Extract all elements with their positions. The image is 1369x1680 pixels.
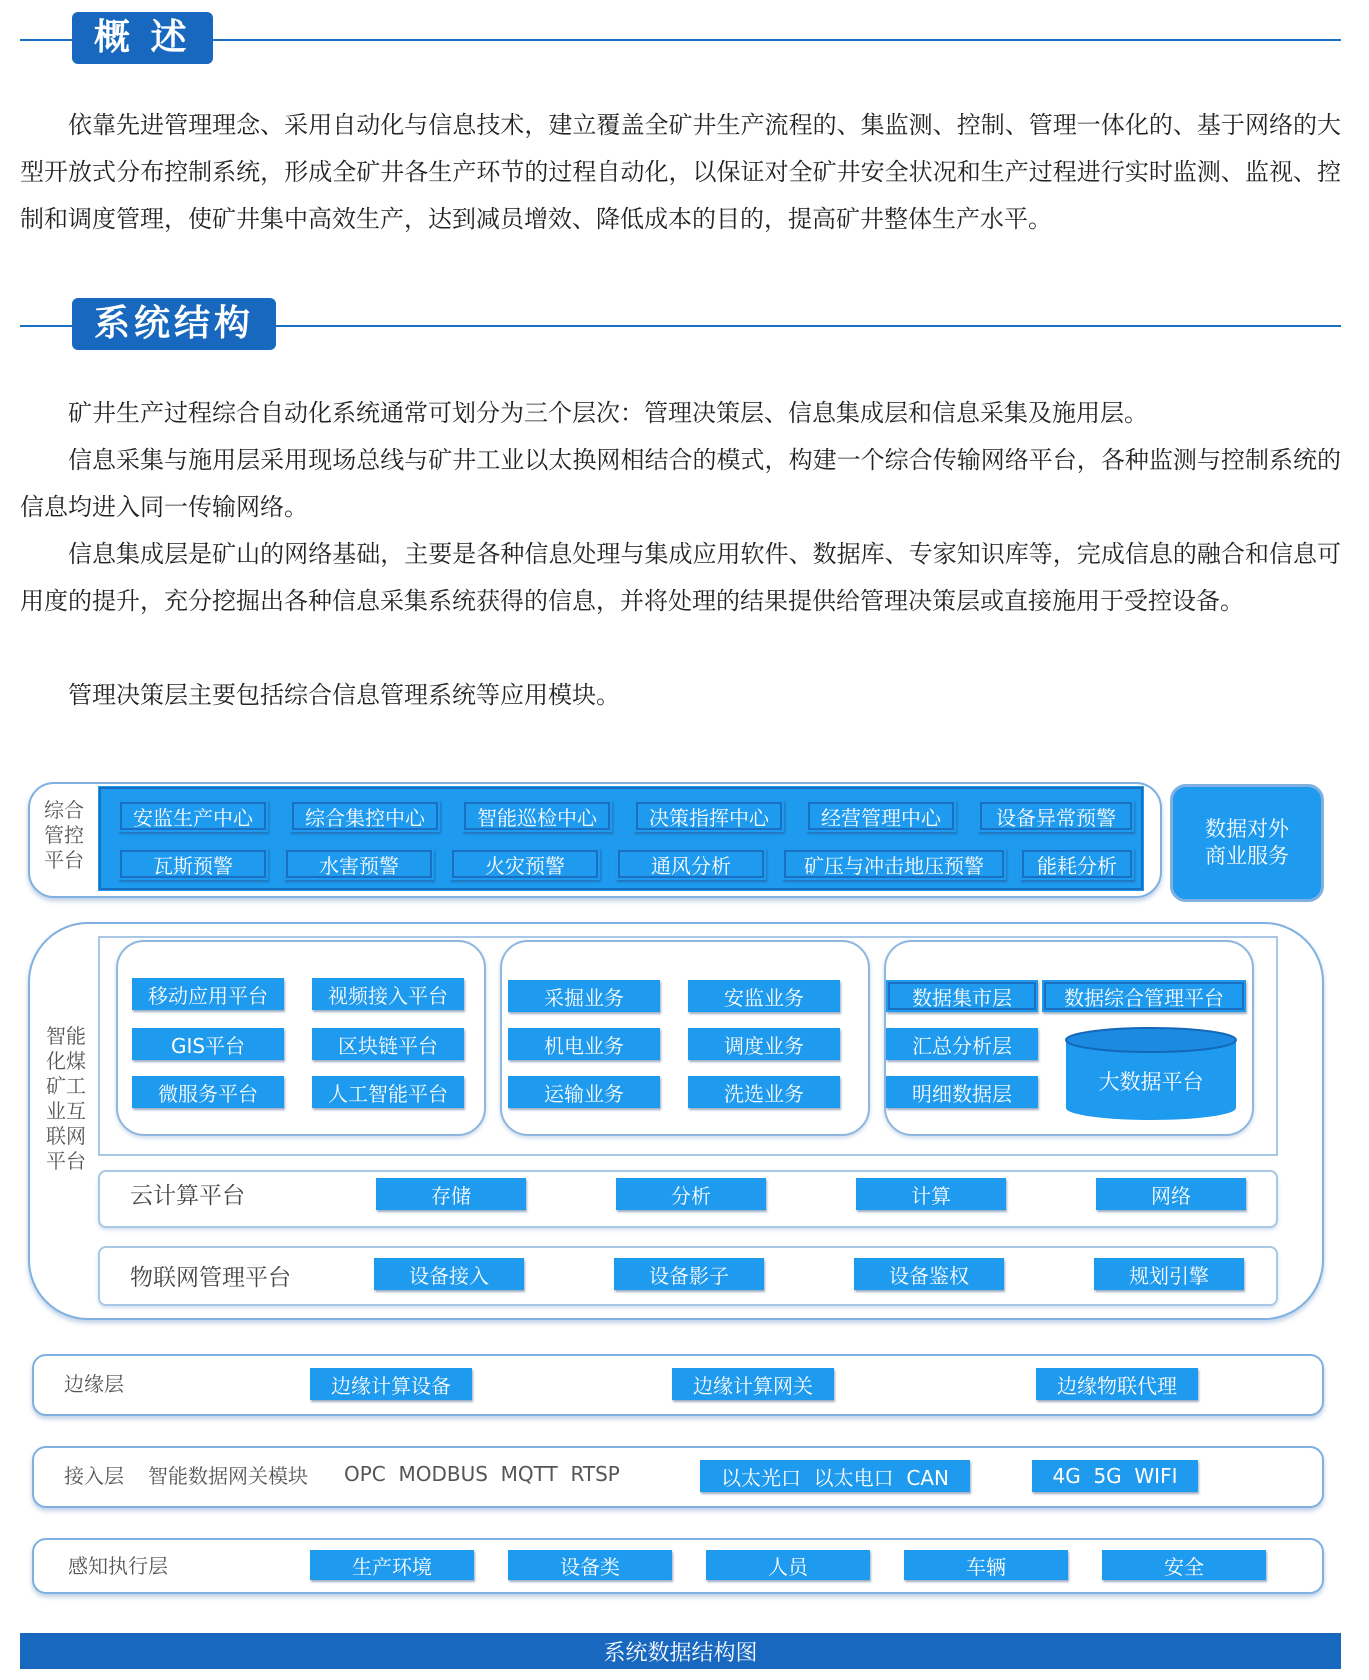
cloud-box: 分析 xyxy=(616,1178,766,1210)
panel-box: 明细数据层 xyxy=(886,1076,1038,1108)
external-data-service-box xyxy=(1170,784,1324,902)
panel-box: 洗选业务 xyxy=(688,1076,840,1108)
cloud-box: 存储 xyxy=(376,1178,526,1210)
panel-box: 运输业务 xyxy=(508,1076,660,1108)
iot-box: 规划引擎 xyxy=(1094,1258,1244,1290)
panel-box: 移动应用平台 xyxy=(132,978,284,1010)
section-divider xyxy=(20,39,1341,41)
iot-box: 设备鉴权 xyxy=(854,1258,1004,1290)
sense-box: 安全 xyxy=(1102,1550,1266,1580)
edge-box: 边缘物联代理 xyxy=(1036,1368,1198,1400)
gateway-module-label: 智能数据网关模块 xyxy=(148,1464,308,1488)
sense-box: 设备类 xyxy=(508,1550,672,1580)
sense-layer-label: 感知执行层 xyxy=(68,1554,168,1578)
panel-box: GIS平台 xyxy=(132,1028,284,1060)
protocol-list: OPC MODBUS MQTT RTSP xyxy=(344,1462,620,1486)
diagram-caption: 系统数据结构图 xyxy=(20,1633,1341,1669)
top-box: 火灾预警 xyxy=(450,848,600,880)
sense-box: 车辆 xyxy=(904,1550,1068,1580)
top-box: 智能巡检中心 xyxy=(462,800,612,832)
top-box: 经营管理中心 xyxy=(806,800,956,832)
iot-platform-label: 物联网管理平台 xyxy=(130,1265,291,1291)
structure-paragraph: 矿井生产过程综合自动化系统通常可划分为三个层次：管理决策层、信息集成层和信息采集及施用层。 xyxy=(68,399,1148,427)
section-title-structure: 系统结构 xyxy=(72,298,276,350)
top-box: 通风分析 xyxy=(616,848,766,880)
top-box: 安监生产中心 xyxy=(118,800,268,832)
edge-layer-label: 边缘层 xyxy=(64,1372,124,1396)
overview-paragraph: 依靠先进管理理念、采用自动化与信息技术，建立覆盖全矿井生产流程的、集监测、控制、管理一体化的、基于网络的大型开放式分布控制系统，形成全矿井各生产环节的过程自动化，以保证对全矿井安全状况和生产过程进行实时监测、监视、控制和调度管理，使矿井集中高效生产，达到减员增效、降低成本的目的，提高矿井整体生产水平。 xyxy=(20,111,1341,233)
panel-box: 采掘业务 xyxy=(508,980,660,1012)
management-platform-label: 综合 管控 平台 xyxy=(44,798,84,872)
external-data-service-label: 数据对外 商业服务 xyxy=(1205,817,1289,868)
access-box: 以太光口 以太电口 CAN xyxy=(700,1460,970,1492)
structure-paragraph: 信息采集与施用层采用现场总线与矿井工业以太换网相结合的模式，构建一个综合传输网络平台，各种监测与控制系统的信息均进入同一传输网络。 xyxy=(20,446,1341,521)
panel-box: 区块链平台 xyxy=(312,1028,464,1060)
panel-box: 安监业务 xyxy=(688,980,840,1012)
iot-box: 设备接入 xyxy=(374,1258,524,1290)
sense-box: 人员 xyxy=(706,1550,870,1580)
panel-box: 微服务平台 xyxy=(132,1076,284,1108)
top-box: 瓦斯预警 xyxy=(118,848,268,880)
panel-box: 数据集市层 xyxy=(886,980,1038,1012)
top-box: 矿压与冲击地压预警 xyxy=(782,848,1006,880)
top-box: 能耗分析 xyxy=(1020,848,1134,880)
top-box: 设备异常预警 xyxy=(978,800,1134,832)
cloud-platform-label: 云计算平台 xyxy=(130,1183,245,1209)
cloud-box: 计算 xyxy=(856,1178,1006,1210)
iot-box: 设备影子 xyxy=(614,1258,764,1290)
section-title-overview: 概 述 xyxy=(72,12,213,64)
panel-box: 人工智能平台 xyxy=(312,1076,464,1108)
big-data-label: 大数据平台 xyxy=(1098,1070,1204,1094)
panel-box: 机电业务 xyxy=(508,1028,660,1060)
panel-box: 视频接入平台 xyxy=(312,978,464,1010)
panel-box: 数据综合管理平台 xyxy=(1042,980,1246,1012)
top-box: 水害预警 xyxy=(284,848,434,880)
edge-box: 边缘计算设备 xyxy=(310,1368,472,1400)
iiot-platform-label: 智能 化煤 矿工 业互 联网 平台 xyxy=(46,1024,86,1173)
top-box: 综合集控中心 xyxy=(290,800,440,832)
edge-box: 边缘计算网关 xyxy=(672,1368,834,1400)
cloud-box: 网络 xyxy=(1096,1178,1246,1210)
access-layer-label: 接入层 xyxy=(64,1464,124,1488)
structure-paragraph: 信息集成层是矿山的网络基础，主要是各种信息处理与集成应用软件、数据库、专家知识库等，完成信息的融合和信息可用度的提升，充分挖掘出各种信息采集系统获得的信息，并将处理的结果提供给管理决策层或直接施用于受控设备。 xyxy=(20,540,1341,615)
panel-box: 汇总分析层 xyxy=(886,1028,1038,1060)
top-box: 决策指挥中心 xyxy=(634,800,784,832)
sense-box: 生产环境 xyxy=(310,1550,474,1580)
panel-box: 调度业务 xyxy=(688,1028,840,1060)
structure-paragraph: 管理决策层主要包括综合信息管理系统等应用模块。 xyxy=(68,681,620,709)
access-box: 4G 5G WIFI xyxy=(1032,1460,1198,1492)
